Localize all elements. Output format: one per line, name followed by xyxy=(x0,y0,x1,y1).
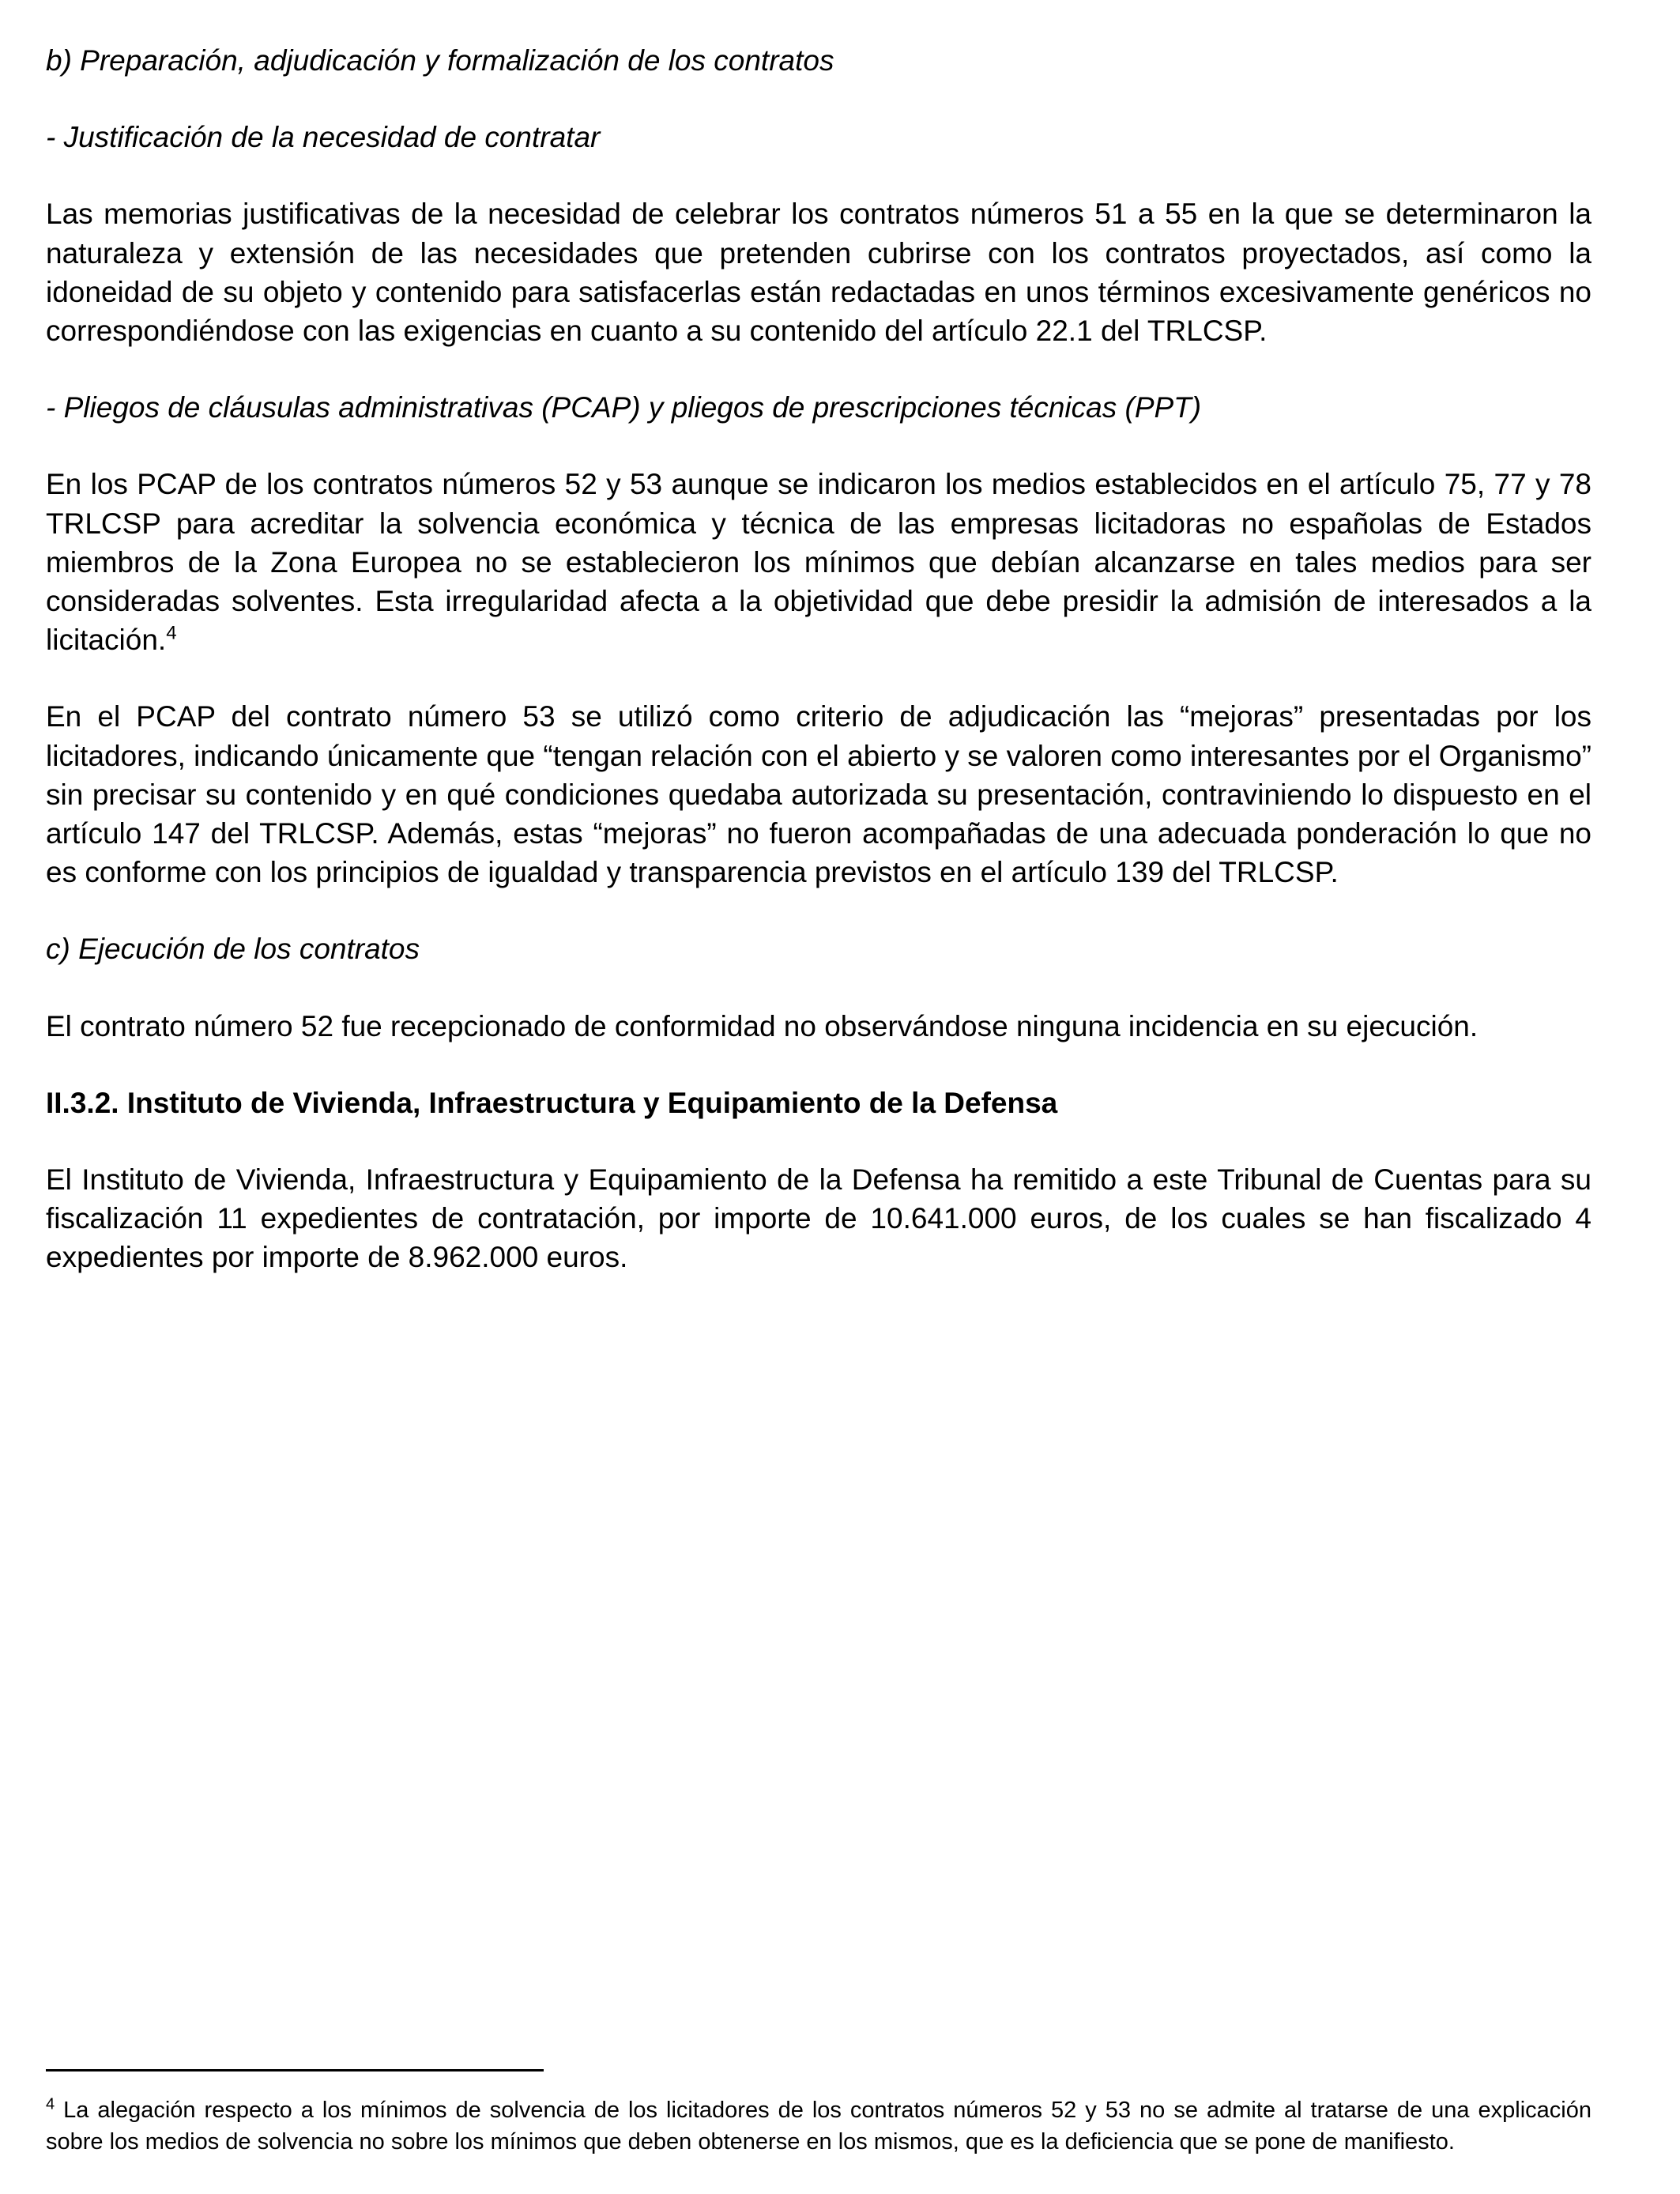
paragraph-instituto-vivienda-expedientes: El Instituto de Vivienda, Infraestructura y Equipamiento de la Defensa ha remitido a este Tribunal de Cuentas para su fiscalización 11 expedientes de contratación, por importe de 10.641.000 euros, de los cuales se han fiscalizado 4 expedientes por importe de 8.962.000 euros. xyxy=(46,1163,1591,1274)
document-body xyxy=(46,41,1591,1687)
footnote-number: 4 xyxy=(46,2095,55,2113)
footnote-separator-rule xyxy=(46,2069,544,2071)
subheading-pliegos-clausulas: - Pliegos de cláusulas administrativas (PCAP) y pliegos de prescripciones técnicas (PPT) xyxy=(46,391,1202,424)
subheading-justificacion-necesidad: - Justificación de la necesidad de contratar xyxy=(46,121,601,154)
footnote-4 xyxy=(46,2095,1591,2158)
footnote-reference-4[interactable]: 4 xyxy=(166,622,177,644)
heading-preparacion-adjudicacion: b) Preparación, adjudicación y formalización de los contratos xyxy=(46,44,834,77)
section-heading-instituto-vivienda: II.3.2. Instituto de Vivienda, Infraestructura y Equipamiento de la Defensa xyxy=(46,1086,1058,1119)
paragraph-pcap-mejoras: En el PCAP del contrato número 53 se utilizó como criterio de adjudicación las “mejoras” presentadas por los licitadores, indicando únicamente que “tengan relación con el abierto y se valoren como interesantes por el Organismo” sin precisar su contenido y en qué condiciones quedaba autorizada su presentación, contraviniendo lo dispuesto en el artículo 147 del TRLCSP. Además, estas “mejoras” no fueron acompañadas de una adecuada ponderación lo que no es conforme con los principios de igualdad y transparencia previstos en el artículo 139 del TRLCSP. xyxy=(46,700,1591,889)
paragraph-ejecucion-contrato-52: El contrato número 52 fue recepcionado de conformidad no observándose ninguna incidencia en su ejecución. xyxy=(46,1009,1478,1042)
paragraph-pcap-text: En los PCAP de los contratos números 52 y 53 aunque se indicaron los medios establecidos en el artículo 75, 77 y 78 TRLCSP para acreditar la solvencia económica y técnica de las empresas licitadoras no españolas de Estados miembros de la Zona Europea no se establecieron los mínimos que debían alcanzarse en tales medios para ser consideradas solventes. Esta irregularidad afecta a la objetividad que debe presidir la admisión de interesados a la licitación. xyxy=(46,468,1591,657)
footnote-area xyxy=(46,2069,1591,2158)
paragraph-pcap-contratos-52-53 xyxy=(46,465,1591,659)
footnote-body-text: La alegación respecto a los mínimos de solvencia de los licitadores de los contratos números 52 y 53 no se admite al tratarse de una explicación sobre los medios de solvencia no sobre los mínimos que deben obtenerse en los mismos, que es la deficiencia que se pone de manifiesto. xyxy=(46,2098,1591,2154)
paragraph-memorias-justificativas: Las memorias justificativas de la necesidad de celebrar los contratos números 51 a 55 en la que se determinaron la naturaleza y extensión de las necesidades que pretenden cubrirse con los contratos proyectados, así como la idoneidad de su objeto y contenido para satisfacerlas están redactadas en unos términos excesivamente genéricos no correspondiéndose con las exigencias en cuanto a su contenido del artículo 22.1 del TRLCSP. xyxy=(46,198,1591,348)
heading-ejecucion-contratos: c) Ejecución de los contratos xyxy=(46,933,420,966)
page-blank-space xyxy=(46,1315,1591,1687)
